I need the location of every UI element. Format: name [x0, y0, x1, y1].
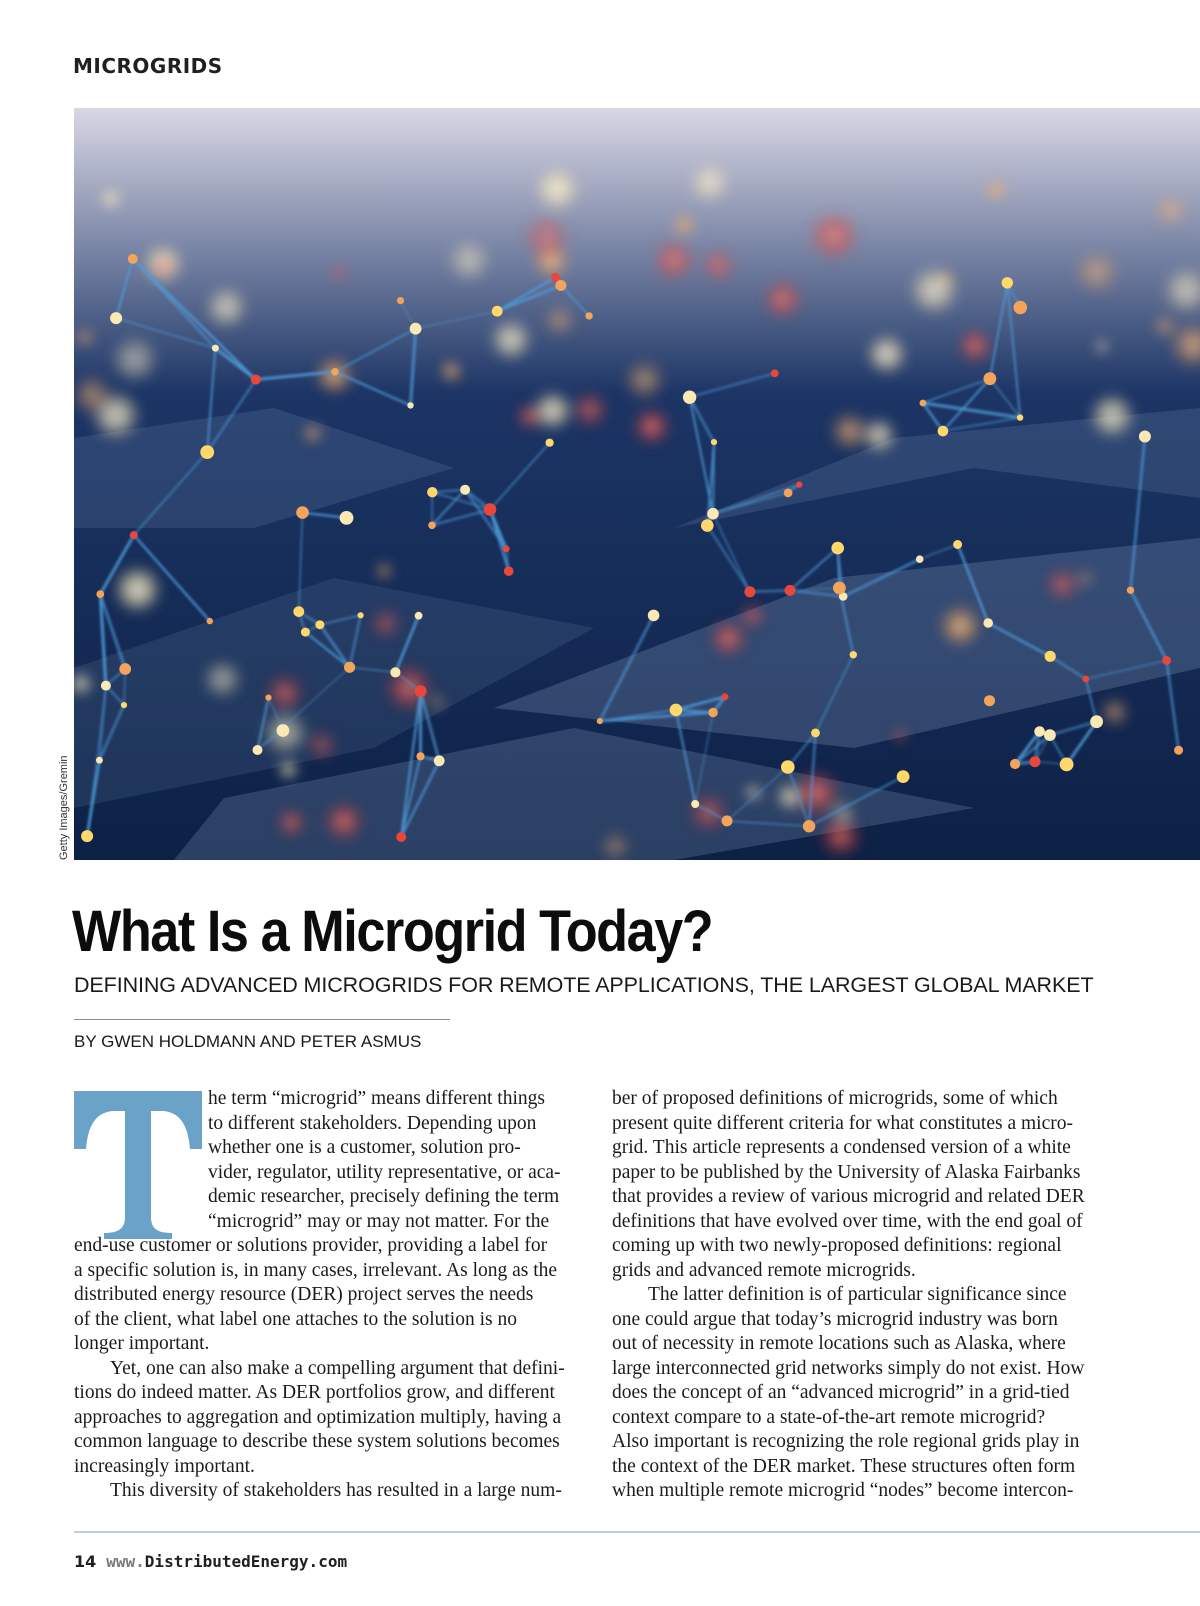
- network-node: [427, 487, 437, 497]
- network-node: [1017, 414, 1023, 420]
- bokeh-light: [543, 304, 577, 338]
- body-line: context compare to a state-of-the-art remote microgrid?: [612, 1406, 1046, 1428]
- bokeh-light: [1076, 569, 1095, 588]
- page-number: 14: [74, 1552, 97, 1571]
- bokeh-light: [369, 607, 402, 640]
- bokeh-light: [278, 759, 299, 780]
- network-node: [771, 369, 779, 377]
- body-line: out of necessity in remote locations such as Alaska, where: [612, 1333, 1066, 1354]
- bokeh-light: [205, 285, 249, 329]
- network-node: [207, 618, 213, 624]
- network-node: [701, 519, 714, 532]
- network-node: [984, 695, 995, 706]
- network-node: [121, 702, 127, 708]
- body-line: ber of proposed definitions of microgrids, some of which: [612, 1088, 1058, 1109]
- byline-divider: [74, 1019, 450, 1020]
- bokeh-light: [744, 784, 762, 802]
- network-link: [713, 442, 714, 514]
- bokeh-light: [740, 603, 766, 629]
- bokeh-light: [709, 619, 747, 657]
- bokeh-light: [202, 659, 243, 700]
- network-node: [293, 606, 304, 617]
- bokeh-light: [689, 162, 730, 203]
- network-node: [130, 531, 138, 539]
- bokeh-light: [671, 212, 697, 238]
- network-node: [101, 681, 111, 691]
- network-node: [504, 566, 514, 576]
- network-node: [1060, 758, 1074, 772]
- bokeh-light: [808, 210, 860, 262]
- body-line: to different stakeholders. Depending upon: [208, 1112, 537, 1134]
- body-line: vider, regulator, utility representative, or aca-: [208, 1161, 561, 1183]
- bokeh-light: [101, 189, 122, 210]
- bokeh-light: [652, 239, 695, 282]
- network-node: [340, 511, 354, 525]
- bokeh-light: [489, 318, 533, 362]
- network-node: [784, 489, 793, 498]
- network-node: [492, 306, 503, 317]
- network-node: [691, 800, 699, 808]
- bokeh-light: [986, 179, 1008, 201]
- network-node: [416, 752, 424, 760]
- bokeh-light: [534, 166, 580, 212]
- bokeh-light: [632, 407, 671, 446]
- body-line: demic researcher, precisely defining the term: [208, 1186, 560, 1207]
- network-node: [551, 273, 560, 282]
- network-node: [344, 662, 355, 673]
- network-node: [597, 718, 603, 724]
- bokeh-light: [323, 801, 364, 842]
- bokeh-light: [74, 326, 96, 349]
- body-line: coming up with two newly-proposed definitions: regional: [612, 1235, 1062, 1256]
- network-node: [1044, 729, 1056, 741]
- network-node: [897, 770, 910, 783]
- network-node: [781, 760, 795, 774]
- body-line: a specific solution is, in many cases, irrelevant. As long as the: [74, 1259, 558, 1281]
- network-node: [670, 704, 683, 717]
- body-line: when multiple remote microgrid “nodes” become intercon-: [612, 1480, 1074, 1501]
- section-label: MICROGRIDS: [73, 54, 223, 78]
- network-node: [415, 685, 427, 697]
- bokeh-light: [1100, 697, 1131, 728]
- bokeh-light: [1044, 566, 1080, 602]
- network-node: [707, 508, 719, 520]
- network-node: [785, 585, 796, 596]
- network-node: [850, 651, 857, 658]
- footer-rule: [74, 1531, 1200, 1533]
- footer-url-prefix: www.: [106, 1552, 145, 1571]
- bokeh-light: [938, 604, 983, 649]
- network-node: [200, 445, 214, 459]
- bokeh-light: [623, 359, 666, 402]
- network-node: [1127, 587, 1134, 594]
- network-node: [253, 745, 263, 755]
- network-node: [1034, 726, 1045, 737]
- page-footer: [74, 1552, 347, 1571]
- bokeh-light: [429, 694, 447, 712]
- bokeh-light: [113, 565, 163, 615]
- network-node: [110, 312, 122, 324]
- bokeh-light: [1074, 249, 1120, 295]
- article-column-right: [612, 1087, 1117, 1504]
- body-line: that provides a review of various microgrid and related DER: [612, 1186, 1085, 1207]
- body-line: end-use customer or solutions provider, providing a label for: [74, 1235, 548, 1256]
- network-node: [390, 667, 400, 677]
- bokeh-light: [277, 808, 306, 837]
- network-node: [811, 729, 820, 738]
- body-line: does the concept of an “advanced microgrid” in a grid-tied: [612, 1382, 1070, 1403]
- bokeh-light: [375, 562, 394, 581]
- network-node: [744, 586, 755, 597]
- body-line: whether one is a customer, solution pro-: [208, 1137, 521, 1158]
- bokeh-light: [909, 265, 960, 316]
- network-node: [296, 506, 309, 519]
- network-node: [428, 522, 436, 530]
- bokeh-light: [329, 263, 349, 283]
- body-line: definitions that have evolved over time, with the end goal of: [612, 1210, 1083, 1232]
- network-node: [212, 345, 219, 352]
- network-node: [503, 545, 510, 552]
- bokeh-light: [447, 238, 492, 283]
- network-node: [953, 540, 962, 549]
- network-node: [1010, 759, 1020, 769]
- body-line: grid. This article represents a condensed version of a white: [612, 1137, 1071, 1158]
- byline: BY GWEN HOLDMANN AND PETER ASMUS: [74, 1032, 422, 1051]
- network-node: [396, 832, 406, 842]
- body-line: This diversity of stakeholders has resulted in a large num-: [110, 1480, 562, 1501]
- body-line: grids and advanced remote microgrids.: [612, 1259, 916, 1281]
- network-node: [301, 628, 310, 637]
- bokeh-light: [1088, 392, 1136, 440]
- network-node: [128, 254, 138, 264]
- network-node: [683, 391, 696, 404]
- network-node: [796, 481, 802, 487]
- network-node: [831, 542, 844, 555]
- network-node: [1045, 651, 1056, 662]
- network-node: [96, 590, 104, 598]
- body-line: Yet, one can also make a compelling argument that defini-: [110, 1357, 565, 1379]
- network-node: [984, 372, 997, 385]
- body-line: increasingly important.: [74, 1455, 255, 1477]
- bokeh-light: [306, 729, 338, 761]
- network-node: [585, 312, 592, 319]
- network-node: [1174, 746, 1183, 755]
- network-node: [711, 439, 717, 445]
- bokeh-light: [531, 390, 573, 432]
- network-node: [648, 610, 660, 622]
- network-node: [708, 708, 717, 717]
- body-line: paper to be published by the University of Alaska Fairbanks: [612, 1161, 1081, 1183]
- network-nodes-illustration: [74, 108, 1200, 860]
- body-line: common language to describe these system solutions becomes: [74, 1431, 560, 1452]
- bokeh-light: [891, 727, 909, 745]
- network-node: [1139, 431, 1151, 443]
- bokeh-light: [792, 769, 841, 818]
- network-node: [331, 368, 339, 376]
- network-node: [1002, 277, 1013, 288]
- network-node: [938, 426, 949, 437]
- article-subtitle: DEFINING ADVANCED MICROGRIDS FOR REMOTE APPLICATIONS, THE LARGEST GLOBAL MARKET: [74, 973, 1094, 997]
- network-link: [750, 590, 790, 591]
- network-node: [265, 695, 271, 701]
- bokeh-light: [523, 214, 571, 262]
- body-line: The latter definition is of particular significance since: [648, 1284, 1067, 1305]
- network-node: [410, 323, 422, 335]
- network-node: [251, 374, 261, 384]
- body-line: of the client, what label one attaches to the solution is no: [74, 1308, 517, 1330]
- bokeh-light: [1154, 194, 1188, 228]
- network-node: [358, 612, 364, 618]
- body-line: approaches to aggregation and optimization multiply, having a: [74, 1406, 562, 1428]
- network-node: [315, 620, 324, 629]
- network-node: [920, 400, 927, 407]
- network-node: [1030, 756, 1041, 767]
- network-node: [96, 757, 103, 764]
- body-line: tions do indeed matter. As DER portfolios grow, and different: [74, 1382, 555, 1403]
- bokeh-light: [866, 333, 908, 375]
- bokeh-light: [860, 417, 897, 454]
- network-node: [1082, 676, 1089, 683]
- network-node: [546, 439, 554, 447]
- network-node: [460, 485, 470, 495]
- network-node: [119, 663, 131, 675]
- network-node: [555, 280, 566, 291]
- network-node: [277, 724, 290, 737]
- body-line: distributed energy resource (DER) project serves the needs: [74, 1284, 534, 1305]
- bokeh-light: [302, 422, 324, 444]
- network-node: [397, 297, 404, 304]
- footer-url-domain[interactable]: DistributedEnergy.com: [144, 1552, 348, 1571]
- body-line: Also important is recognizing the role regional grids play in: [612, 1431, 1080, 1452]
- body-line: longer important.: [74, 1333, 210, 1354]
- network-node: [415, 612, 423, 620]
- hero-image: [74, 108, 1200, 860]
- bokeh-light: [152, 256, 175, 279]
- photo-credit: Getty Images/Gremin: [58, 755, 70, 860]
- article-title: What Is a Microgrid Today?: [72, 899, 713, 964]
- bokeh-light: [957, 328, 992, 363]
- bokeh-light: [110, 335, 159, 384]
- network-node: [1014, 301, 1028, 315]
- bokeh-light: [570, 390, 609, 429]
- network-node: [1162, 656, 1171, 665]
- article-column-left: [74, 1087, 588, 1504]
- network-node: [81, 830, 93, 842]
- network-node: [434, 755, 445, 766]
- network-node: [833, 582, 846, 595]
- bokeh-light: [1094, 338, 1111, 355]
- bokeh-light: [762, 278, 804, 320]
- network-node: [407, 402, 413, 408]
- network-node: [983, 618, 993, 628]
- body-line: large interconnected grid networks simply do not exist. How: [612, 1357, 1085, 1379]
- body-line: he term “microgrid” means different things: [208, 1088, 545, 1109]
- body-line: the context of the DER market. These structures often form: [612, 1455, 1076, 1477]
- network-node: [722, 815, 733, 826]
- network-node: [721, 693, 728, 700]
- body-line: one could argue that today’s microgrid industry was born: [612, 1308, 1058, 1330]
- network-node: [1090, 715, 1103, 728]
- bokeh-light: [265, 673, 305, 713]
- body-line: “microgrid” may or may not matter. For the: [208, 1210, 550, 1232]
- bokeh-light: [701, 249, 735, 283]
- bokeh-light: [440, 360, 463, 383]
- network-node: [484, 503, 497, 516]
- body-line: present quite different criteria for what constitutes a micro-: [612, 1112, 1073, 1134]
- network-node: [916, 555, 924, 563]
- network-node: [803, 820, 815, 832]
